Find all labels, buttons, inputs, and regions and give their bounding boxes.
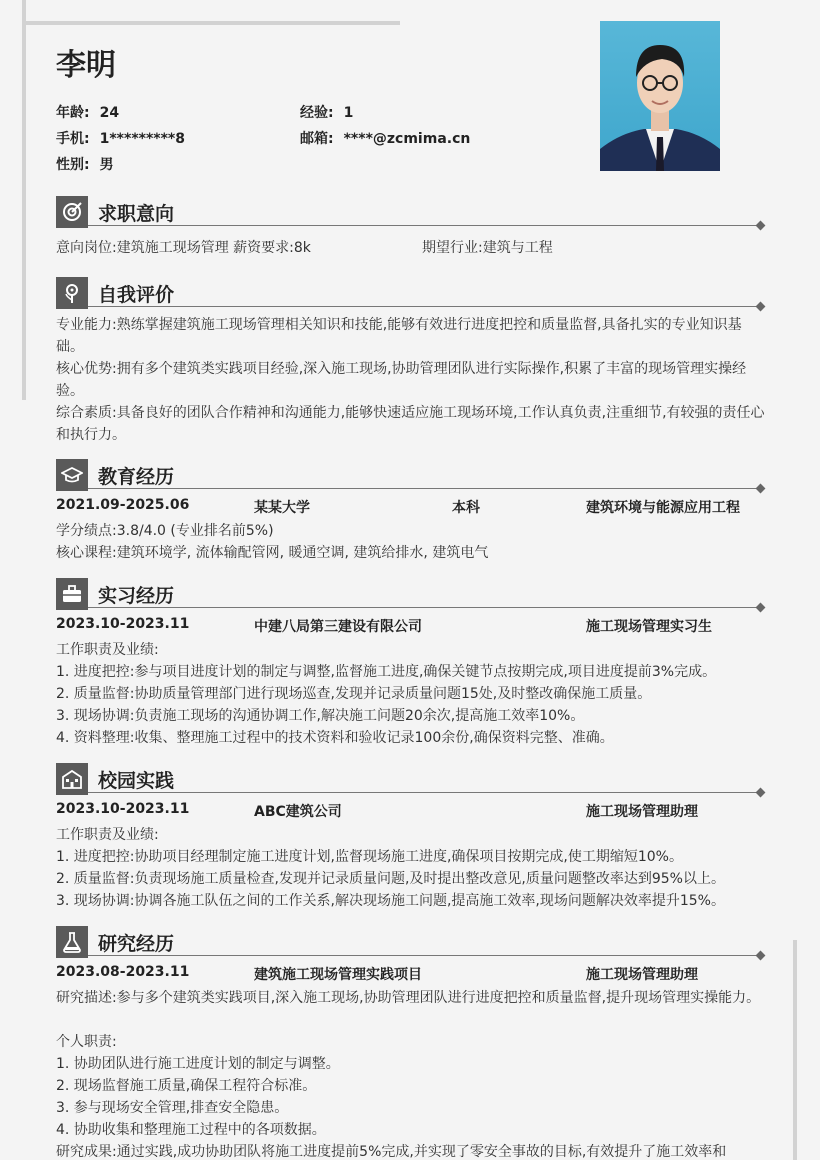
research-role: 施工现场管理助理 — [586, 967, 698, 983]
campus-line: 3. 现场协调:协调各施工队伍之间的工作关系,解决现场施工问题,提高施工效率,现场问题解决效率提升15%。 — [56, 893, 725, 909]
section-campus-header — [56, 763, 764, 795]
decor-bar-top — [22, 21, 400, 25]
self-eval-quality: 综合素质:具备良好的团队合作精神和沟通能力,能够快速适应施工现场环境,工作认真负责,注重细节,有较强的责任心和执行力。 — [56, 405, 765, 443]
section-divider — [88, 792, 760, 793]
divider-diamond — [756, 788, 766, 798]
email-label: 邮箱: — [300, 131, 334, 147]
gender-info — [56, 154, 114, 174]
intern-line: 工作职责及业绩: — [56, 642, 159, 658]
campus-line: 2. 质量监督:负责现场施工质量检查,发现并记录质量问题,及时提出整改意见,质量问题整改率达到95%以上。 — [56, 871, 725, 887]
graduation-cap-icon — [56, 459, 88, 491]
section-divider — [88, 955, 760, 956]
divider-diamond — [756, 951, 766, 961]
candidate-name: 李明 — [56, 48, 116, 83]
self-eval-ability: 专业能力:熟练掌握建筑施工现场管理相关知识和技能,能够有效进行进度把控和质量监督,具备扎实的专业知识基础。 — [56, 317, 742, 355]
briefcase-icon — [56, 578, 88, 610]
research-row — [56, 964, 768, 986]
campus-row — [56, 801, 768, 823]
intern-line: 1. 进度把控:参与项目进度计划的制定与调整,监督施工进度,确保关键节点按期完成,项目进度提前3%完成。 — [56, 664, 717, 680]
intern-line: 3. 现场协调:负责施工现场的沟通协调工作,解决施工问题20余次,提高施工效率10%。 — [56, 708, 585, 724]
research-result: 研究成果:通过实践,成功协助团队将施工进度提前5%完成,并实现了零安全事故的目标,有效提升了施工效率和 — [56, 1144, 727, 1160]
campus-company: ABC建筑公司 — [254, 804, 342, 820]
intern-period: 2023.10-2023.11 — [56, 616, 190, 632]
decor-bar-right — [793, 940, 797, 1160]
edu-row — [56, 497, 768, 519]
research-line: 3. 参与现场安全管理,排查安全隐患。 — [56, 1100, 289, 1116]
flower-icon — [56, 277, 88, 309]
divider-diamond — [756, 484, 766, 494]
edu-gpa: 学分绩点:3.8/4.0 (专业排名前5%) — [56, 523, 274, 539]
experience-info — [300, 102, 353, 122]
research-line: 4. 协助收集和整理施工过程中的各项数据。 — [56, 1122, 326, 1138]
intern-row — [56, 616, 768, 638]
age-label: 年龄: — [56, 105, 90, 121]
section-divider — [88, 488, 760, 489]
section-research-header — [56, 926, 764, 958]
self-eval-advantage: 核心优势:拥有多个建筑类实践项目经验,深入施工现场,协助管理团队进行实际操作,积累了丰富的现场管理实操经验。 — [56, 361, 747, 399]
section-title: 实习经历 — [98, 585, 175, 607]
target-icon — [56, 196, 88, 228]
section-intern-header — [56, 578, 764, 610]
research-description: 研究描述:参与多个建筑类实践项目,深入施工现场,协助管理团队进行进度把控和质量监督,提升现场管理实操能力。 — [56, 990, 761, 1006]
experience-value: 1 — [343, 105, 354, 121]
intent-line-position: 意向岗位:建筑施工现场管理 薪资要求:8k — [56, 240, 311, 256]
edu-courses: 核心课程:建筑环境学, 流体输配管网, 暖通空调, 建筑给排水, 建筑电气 — [56, 545, 489, 561]
section-title: 自我评价 — [98, 284, 175, 306]
section-title: 教育经历 — [98, 466, 175, 488]
intern-role: 施工现场管理实习生 — [586, 619, 712, 635]
decor-bar-left — [22, 0, 26, 400]
phone-info — [56, 128, 185, 148]
campus-role: 施工现场管理助理 — [586, 804, 698, 820]
profile-photo — [600, 21, 720, 171]
experience-label: 经验: — [300, 105, 334, 121]
section-title: 求职意向 — [98, 203, 175, 225]
gender-value: 男 — [99, 157, 114, 173]
edu-degree: 本科 — [452, 500, 480, 516]
intern-company: 中建八局第三建设有限公司 — [254, 619, 422, 635]
campus-line: 工作职责及业绩: — [56, 827, 159, 843]
campus-line: 1. 进度把控:协助项目经理制定施工进度计划,监督现场施工进度,确保项目按期完成,使工期缩短10%。 — [56, 849, 683, 865]
intern-line: 4. 资料整理:收集、整理施工过程中的技术资料和验收记录100余份,确保资料完整、准确。 — [56, 730, 614, 746]
intern-line: 2. 质量监督:协助质量管理部门进行现场巡查,发现并记录质量问题15处,及时整改确保施工质量。 — [56, 686, 652, 702]
edu-major: 建筑环境与能源应用工程 — [586, 500, 740, 516]
research-line: 2. 现场监督施工质量,确保工程符合标准。 — [56, 1078, 317, 1094]
age-value: 24 — [99, 105, 120, 121]
research-period: 2023.08-2023.11 — [56, 964, 190, 980]
building-icon — [56, 763, 88, 795]
phone-value: 1*********8 — [99, 131, 185, 147]
edu-school: 某某大学 — [254, 500, 310, 516]
section-divider — [88, 306, 760, 307]
flask-icon — [56, 926, 88, 958]
phone-label: 手机: — [56, 131, 90, 147]
gender-label: 性别: — [56, 157, 90, 173]
section-title: 研究经历 — [98, 933, 175, 955]
age-info — [56, 102, 119, 122]
section-intent-header — [56, 196, 764, 228]
section-self-header — [56, 277, 764, 309]
edu-period: 2021.09-2025.06 — [56, 497, 190, 513]
research-line: 1. 协助团队进行施工进度计划的制定与调整。 — [56, 1056, 340, 1072]
section-edu-header — [56, 459, 764, 491]
section-title: 校园实践 — [98, 770, 175, 792]
intent-line-industry: 期望行业:建筑与工程 — [422, 240, 553, 256]
research-project: 建筑施工现场管理实践项目 — [254, 967, 422, 983]
divider-diamond — [756, 302, 766, 312]
email-info — [300, 128, 470, 148]
campus-period: 2023.10-2023.11 — [56, 801, 190, 817]
section-divider — [88, 607, 760, 608]
divider-diamond — [756, 603, 766, 613]
section-divider — [88, 225, 760, 226]
research-line: 个人职责: — [56, 1034, 117, 1050]
divider-diamond — [756, 221, 766, 231]
email-value: ****@zcmima.cn — [343, 131, 471, 147]
